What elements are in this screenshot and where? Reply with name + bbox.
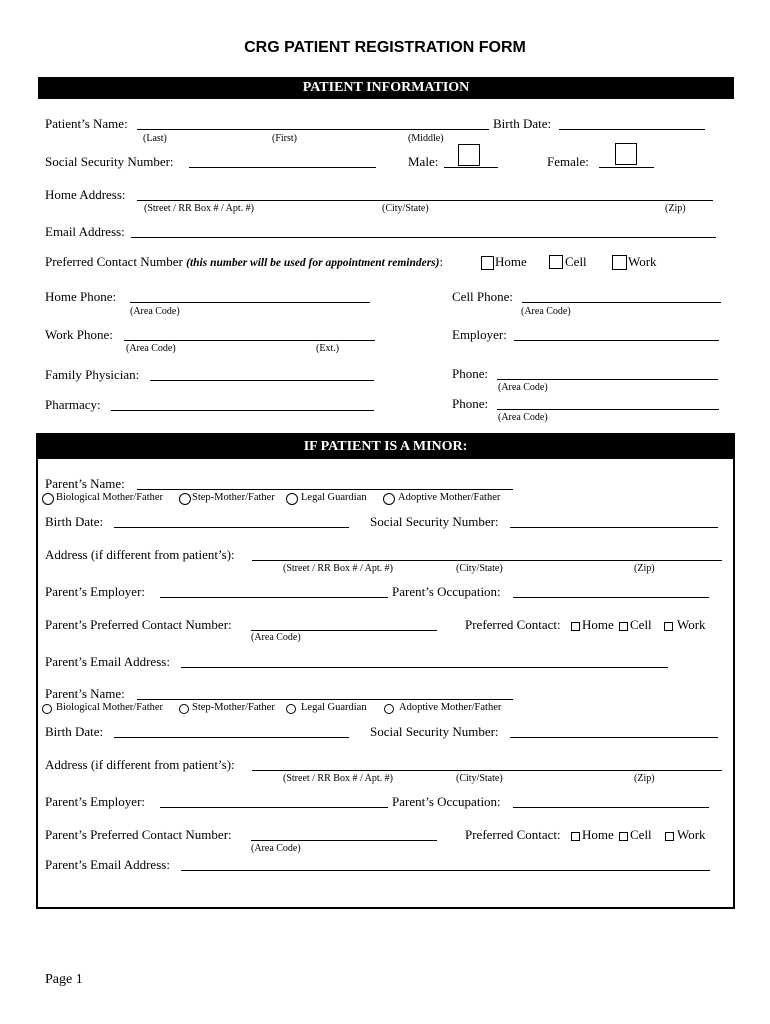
parent2-pref-cell-label: Cell — [630, 827, 652, 842]
pref-work-label: Work — [628, 254, 657, 269]
employer-label: Employer: — [452, 327, 507, 342]
home-address-input[interactable] — [137, 200, 713, 201]
parent2-pref-home-checkbox[interactable] — [571, 832, 580, 841]
parent1-area-code: (Area Code) — [251, 632, 301, 643]
city-state-hint: (City/State) — [382, 203, 429, 214]
parent2-pref-work-label: Work — [677, 827, 706, 842]
minor-section-header: IF PATIENT IS A MINOR: — [38, 435, 733, 459]
parent2-street-hint: (Street / RR Box # / Apt. #) — [283, 773, 393, 784]
parent2-address-input[interactable] — [252, 770, 722, 771]
patient-info-header: PATIENT INFORMATION — [38, 77, 734, 99]
patient-name-input[interactable] — [137, 129, 489, 130]
parent1-street-hint: (Street / RR Box # / Apt. #) — [283, 563, 393, 574]
parent2-employer-input[interactable] — [160, 807, 388, 808]
parent1-occupation-input[interactable] — [513, 597, 709, 598]
physician-phone-input[interactable] — [497, 379, 718, 380]
cell-phone-input[interactable] — [522, 302, 721, 303]
parent2-contact-number-label: Parent’s Preferred Contact Number: — [45, 827, 232, 842]
parent1-pref-contact-label: Preferred Contact: — [465, 617, 561, 632]
parent2-pref-work-checkbox[interactable] — [665, 832, 674, 841]
parent2-rel-adoptive-radio[interactable] — [384, 704, 394, 714]
physician-phone-area-code: (Area Code) — [498, 382, 548, 393]
parent1-pref-home-label: Home — [582, 617, 614, 632]
parent1-pref-cell-label: Cell — [630, 617, 652, 632]
parent1-rel-bio-radio[interactable] — [42, 493, 54, 505]
parent2-email-label: Parent’s Email Address: — [45, 857, 170, 872]
parent1-zip-hint: (Zip) — [634, 563, 655, 574]
middle-hint: (Middle) — [408, 133, 444, 144]
parent1-rel-adoptive-label: Adoptive Mother/Father — [398, 492, 501, 503]
parent2-rel-step-label: Step-Mother/Father — [192, 702, 275, 713]
parent1-pref-home-checkbox[interactable] — [571, 622, 580, 631]
pharmacy-label: Pharmacy: — [45, 397, 101, 412]
parent1-contact-number-input[interactable] — [251, 630, 437, 631]
parent1-email-label: Parent’s Email Address: — [45, 654, 170, 669]
pharmacy-phone-area-code: (Area Code) — [498, 412, 548, 423]
pref-home-label: Home — [495, 254, 527, 269]
work-phone-area-code: (Area Code) — [126, 343, 176, 354]
parent2-email-input[interactable] — [181, 870, 710, 871]
work-phone-label: Work Phone: — [45, 327, 113, 342]
ssn-label: Social Security Number: — [45, 154, 174, 169]
parent2-pref-contact-label: Preferred Contact: — [465, 827, 561, 842]
parent2-rel-bio-label: Biological Mother/Father — [56, 702, 164, 713]
parent1-address-label: Address (if different from patient’s): — [45, 547, 235, 562]
page-number: Page 1 — [45, 972, 83, 987]
cell-phone-label: Cell Phone: — [452, 289, 514, 304]
parent2-ssn-label: Social Security Number: — [370, 724, 499, 739]
parent2-occupation-input[interactable] — [513, 807, 709, 808]
parent2-contact-number-input[interactable] — [251, 840, 437, 841]
form-title: CRG PATIENT REGISTRATION FORM — [244, 39, 526, 56]
first-hint: (First) — [272, 133, 297, 144]
parent1-name-label: Parent’s Name: — [45, 476, 125, 491]
female-label: Female: — [547, 154, 589, 169]
home-phone-area-code: (Area Code) — [130, 306, 180, 317]
female-line — [599, 167, 654, 168]
male-line — [444, 167, 498, 168]
work-phone-input[interactable] — [124, 340, 375, 341]
last-hint: (Last) — [143, 133, 167, 144]
parent2-rel-legal-label: Legal Guardian — [301, 702, 367, 713]
parent1-address-input[interactable] — [252, 560, 722, 561]
parent1-occupation-label: Parent’s Occupation: — [392, 584, 501, 599]
female-checkbox[interactable] — [615, 143, 637, 165]
patient-name-label: Patient’s Name: — [45, 116, 128, 131]
street-hint: (Street / RR Box # / Apt. #) — [144, 203, 254, 214]
parent2-name-input[interactable] — [137, 699, 513, 700]
parent2-ssn-input[interactable] — [510, 737, 718, 738]
ssn-input[interactable] — [189, 167, 376, 168]
physician-label: Family Physician: — [45, 367, 140, 382]
pharmacy-phone-label: Phone: — [452, 396, 489, 411]
male-label: Male: — [408, 154, 439, 169]
birth-date-label: Birth Date: — [493, 116, 552, 131]
parent1-pref-work-label: Work — [677, 617, 706, 632]
parent1-pref-cell-checkbox[interactable] — [619, 622, 628, 631]
preferred-contact-label: Preferred Contact Number (this number will be used for appointment reminders): — [45, 254, 444, 269]
parent2-birth-label: Birth Date: — [45, 724, 104, 739]
pref-cell-checkbox[interactable] — [549, 255, 563, 269]
parent1-ssn-input[interactable] — [510, 527, 718, 528]
parent2-rel-step-radio[interactable] — [179, 704, 189, 714]
parent1-email-input[interactable] — [181, 667, 668, 668]
parent2-rel-adoptive-label: Adoptive Mother/Father — [399, 702, 502, 713]
home-phone-input[interactable] — [130, 302, 370, 303]
parent1-city-hint: (City/State) — [456, 563, 503, 574]
email-label: Email Address: — [45, 224, 125, 239]
parent1-employer-label: Parent’s Employer: — [45, 584, 146, 599]
parent1-birth-label: Birth Date: — [45, 514, 104, 529]
parent2-employer-label: Parent’s Employer: — [45, 794, 146, 809]
parent1-rel-legal-radio[interactable] — [286, 493, 298, 505]
parent1-employer-input[interactable] — [160, 597, 388, 598]
parent2-occupation-label: Parent’s Occupation: — [392, 794, 501, 809]
pharmacy-input[interactable] — [111, 410, 374, 411]
parent1-ssn-label: Social Security Number: — [370, 514, 499, 529]
parent2-area-code: (Area Code) — [251, 843, 301, 854]
pref-work-checkbox[interactable] — [612, 255, 627, 270]
physician-input[interactable] — [150, 380, 374, 381]
parent1-name-input[interactable] — [137, 489, 513, 490]
parent2-name-label: Parent’s Name: — [45, 686, 125, 701]
pharmacy-phone-input[interactable] — [497, 409, 719, 410]
parent2-rel-legal-radio[interactable] — [286, 704, 296, 714]
pref-home-checkbox[interactable] — [481, 256, 494, 270]
pref-cell-label: Cell — [565, 254, 587, 269]
parent2-pref-home-label: Home — [582, 827, 614, 842]
parent1-rel-bio-label: Biological Mother/Father — [56, 492, 164, 503]
parent2-address-label: Address (if different from patient’s): — [45, 757, 235, 772]
cell-phone-area-code: (Area Code) — [521, 306, 571, 317]
parent1-contact-number-label: Parent’s Preferred Contact Number: — [45, 617, 232, 632]
parent2-zip-hint: (Zip) — [634, 773, 655, 784]
birth-date-input[interactable] — [559, 129, 705, 130]
parent2-rel-bio-radio[interactable] — [42, 704, 52, 714]
physician-phone-label: Phone: — [452, 366, 489, 381]
parent1-pref-work-checkbox[interactable] — [664, 622, 673, 631]
parent1-rel-adoptive-radio[interactable] — [383, 493, 395, 505]
male-checkbox[interactable] — [458, 144, 480, 166]
parent1-rel-step-label: Step-Mother/Father — [192, 492, 275, 503]
home-phone-label: Home Phone: — [45, 289, 117, 304]
zip-hint: (Zip) — [665, 203, 686, 214]
parent2-city-hint: (City/State) — [456, 773, 503, 784]
parent1-birth-input[interactable] — [114, 527, 349, 528]
employer-input[interactable] — [514, 340, 719, 341]
home-address-label: Home Address: — [45, 187, 126, 202]
parent2-pref-cell-checkbox[interactable] — [619, 832, 628, 841]
parent2-birth-input[interactable] — [114, 737, 349, 738]
work-phone-ext: (Ext.) — [316, 343, 340, 354]
parent1-rel-legal-label: Legal Guardian — [301, 492, 367, 503]
email-input[interactable] — [131, 237, 716, 238]
parent1-rel-step-radio[interactable] — [179, 493, 191, 505]
